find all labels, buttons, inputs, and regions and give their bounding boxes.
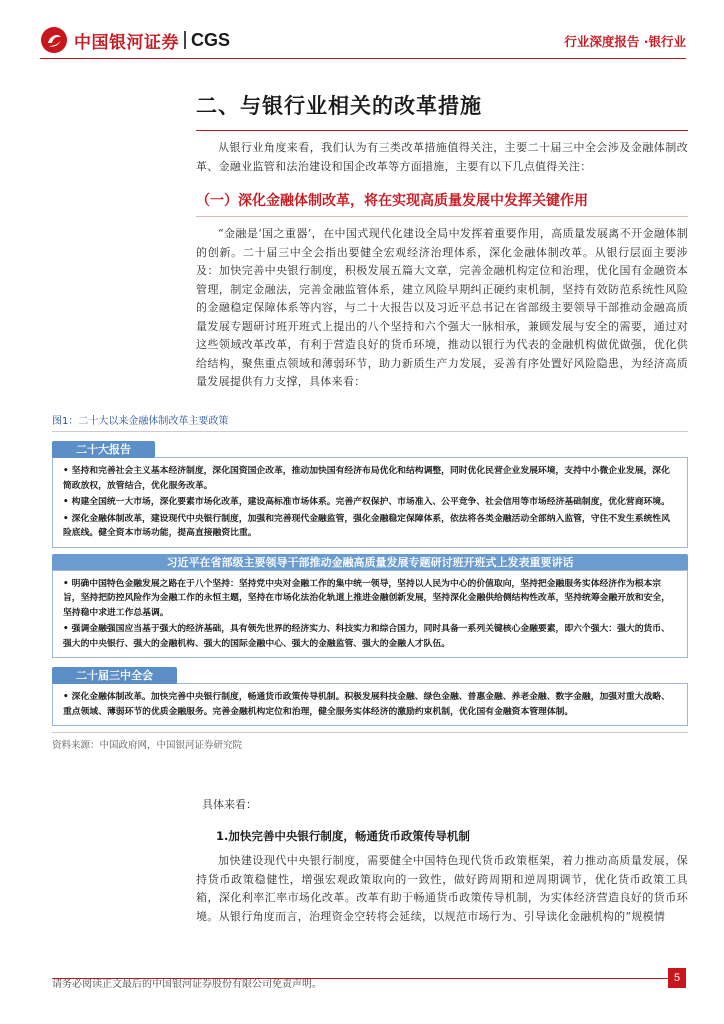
lower-content [196, 796, 688, 926]
policy-item: • 构建全国统一大市场，深化要素市场化改革，建设高标准市场体系。完善产权保护、市场准入、公平竞争、社会信用等市场经济基础制度，优化营商环境。 [63, 497, 670, 507]
policy-item: • 坚持和完善社会主义基本经济制度，深化国资国企改革，推动加快国有经济布局优化和结构调整，同时优化民营企业发展环境，支持中小微企业发展，深化简政放权，放管结合，优化服务改革。 [63, 466, 670, 491]
lead-text: 具体来看： [202, 798, 257, 811]
logo-english-name: CGS [191, 29, 231, 50]
policy-group-xi-speech [52, 554, 688, 659]
policy-figure [52, 412, 688, 751]
main-content [196, 90, 688, 392]
point-title: 1.加快完善中央银行制度，畅通货币政策传导机制 [216, 829, 470, 843]
figure-body [52, 438, 688, 726]
policy-item: • 强调金融强国应当基于强大的经济基础，具有领先世界的经济实力、科技实力和综合国力，同时具备一系列关键核心金融要素，即六个强大：强大的货币、强大的中央银行、强大的金融机构、强大的国际金融中心、强大的金融监管、强大的金融人才队伍。 [63, 624, 670, 649]
section-title: 二、与银行业相关的改革措施 [196, 90, 688, 131]
logo-divider [184, 31, 186, 49]
subsection-body-paragraph: “金融是‘国之重器’，在中国式现代化建设全局中发挥着重要作用，高质量发展离不开金融体制的创新。二十届三中全会指出要健全宏观经济治理体系，深化金融体制改革。从银行层面主要涉及：加快完善中央银行制度，积极发展五篇大文章，完善金融机构定位和治理，优化国有金融资本管理，制定金融法，完善金融监管体系，建立风险早期纠正硬约束机制，坚持有效防范系统性风险的金融稳定保障体系等内容，与二十大报告以及习近平总书记在省部级主要领导干部推动金融高质量发展专题研讨班开班式上提出的八个坚持和六个强大一脉相承，兼顾发展与安全的需要，通过对这些领域改革改革，有利于营造良好的货币环境，推动以银行为代表的金融机构做优做强，优化供给结构，聚焦重点领域和薄弱环节，助力新质生产力发展，妥善有序处置好风险隐患，为经济高质量发展提供有力支撑，具体来看： [196, 227, 688, 388]
cgs-logo [40, 26, 230, 54]
policy-group-label: 二十届三中全会 [52, 667, 177, 684]
policy-group-20th-congress [52, 438, 688, 548]
report-type-label: 行业深度报告 ·银行业 [564, 34, 686, 49]
subsection-title: （一）深化金融体制改革，将在实现高质量发展中发挥关键作用 [196, 190, 688, 217]
header-divider [40, 58, 686, 59]
point-body-paragraph: 加快建设现代中央银行制度，需要健全中国特色现代货币政策框架，着力推动高质量发展，保持货币政策稳健性，增强宏观政策取向的一致性，做好跨周期和逆周期调节，优化货币政策工具箱，深化利率汇率市场化改革。改革有助于畅通货币政策传导机制，为实体经济营造良好的货币环境。从银行角度而言，治理资金空转将会延续，以规范市场行为、引导读化金融机构的“规模情 [196, 854, 688, 923]
policy-group-label: 习近平在省部级主要领导干部推动金融高质量发展专题研讨班开班式上发表重要讲话 [52, 554, 688, 571]
figure-caption: 图1：二十大以来金融体制改革主要政策 [52, 412, 688, 432]
policy-item: • 明确中国特色金融发展之路在于八个坚持：坚持党中央对金融工作的集中统一领导，坚持以人民为中心的价值取向，坚持把金融服务实体经济作为根本宗旨，坚持把防控风险作为金融工作的永恒主题，坚持在市场化法治化轨道上推进金融创新发展，坚持深化金融供给侧结构性改革，坚持统筹金融开放和安全，坚持稳中求进工作总基调。 [63, 578, 670, 618]
policy-group-third-plenum [52, 664, 688, 726]
policy-group-content [52, 570, 688, 659]
policy-item: • 深化金融体制改革，建设现代中央银行制度，加强和完善现代金融监管，强化金融稳定保障体系，依法将各类金融活动全部纳入监管，守住不发生系统性风险底线。健全资本市场功能，提高直接融资比重。 [63, 513, 670, 538]
footer-disclaimer: 请务必阅读正文最后的中国银河证券股份有限公司免责声明。 [52, 979, 322, 990]
logo-chinese-name: 中国银河证券 [74, 32, 179, 53]
section-intro-paragraph: 从银行业角度来看，我们认为有三类改革措施值得关注，主要二十届三中全会涉及金融体制改革、金融业监管和法治建设和国企改革等方面措施，主要有以下几点值得关注： [196, 141, 688, 173]
figure-source: 资料来源：中国政府网，中国银河证券研究院 [52, 732, 688, 751]
policy-item: • 深化金融体制改革。加快完善中央银行制度，畅通货币政策传导机制。积极发展科技金融、绿色金融、普惠金融、养老金融、数字金融，加强对重大战略、重点领域、薄弱环节的优质金融服务。完善金融机构定位和治理，健全服务实体经济的激励约束机制，优化国有金融资本管理体制。 [63, 692, 670, 717]
cgs-logo-icon [40, 26, 68, 54]
policy-group-label: 二十大报告 [52, 441, 155, 458]
policy-group-content [52, 457, 688, 548]
policy-group-content [52, 683, 688, 726]
page-number: 5 [668, 968, 686, 988]
page-header [0, 0, 724, 64]
